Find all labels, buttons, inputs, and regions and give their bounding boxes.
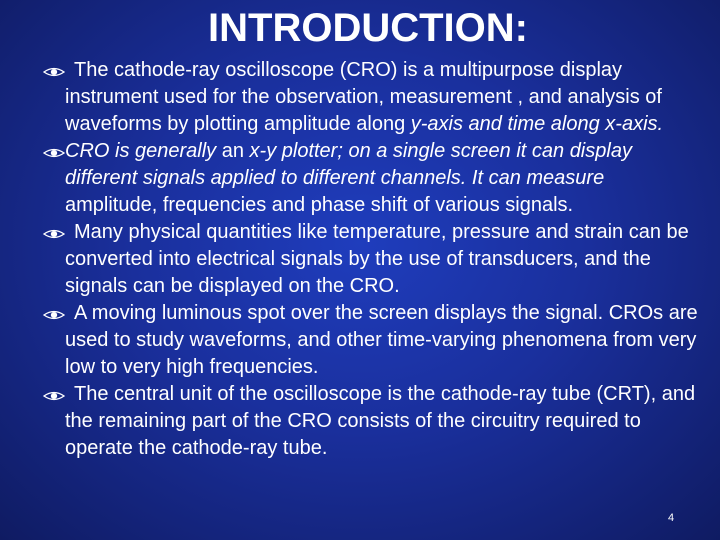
bullet-text-run: x-y plotter; on a single screen it can display different signals applied to different channels. It can measure: [65, 140, 632, 189]
eye-bullet-icon: [43, 229, 65, 239]
eye-bullet-icon: [43, 391, 65, 401]
bullet-item: [0, 381, 700, 462]
eye-bullet-icon: [43, 67, 65, 77]
bullet-list: [0, 57, 700, 462]
bullet-text: [65, 57, 700, 138]
bullet-text: [65, 381, 700, 462]
bullet-text: [65, 138, 700, 219]
bullet-text: [65, 300, 700, 381]
slide-title: INTRODUCTION:: [208, 6, 528, 50]
bullet-text-run: Many physical quantities like temperature, pressure and strain can be converted into electrical signals by the use of transducers, and the signals can be displayed on the CRO.: [65, 221, 689, 297]
bullet-text-run: y-axis and time along x-axis.: [410, 113, 664, 135]
bullet-text-run: The central unit of the oscilloscope is the cathode-ray tube (CRT), and the remaining part of the CRO consists of the circuitry required to operate the cathode-ray tube.: [65, 383, 696, 459]
bullet-text-run: The cathode-ray oscilloscope (CRO) is a multipurpose display instrument used for the observation, measurement , and analysis of waveforms by plotting amplitude along: [65, 59, 662, 135]
bullet-item: [0, 138, 700, 219]
bullet-item: [0, 300, 700, 381]
bullet-text: [65, 219, 700, 300]
bullet-item: [0, 219, 700, 300]
eye-bullet-icon: [43, 310, 65, 320]
page-number: 4: [668, 512, 675, 524]
bullet-item: [0, 57, 700, 138]
eye-bullet-icon: [43, 148, 65, 158]
bullet-text-run: amplitude, frequencies and phase shift of various signals.: [65, 194, 574, 216]
bullet-text-run: A moving luminous spot over the screen displays the signal. CROs are used to study waveforms, and other time-varying phenomena from very low to very high frequencies.: [65, 302, 698, 378]
bullet-text-run: CRO is generally: [65, 140, 222, 162]
bullet-text-run: an: [221, 140, 250, 162]
